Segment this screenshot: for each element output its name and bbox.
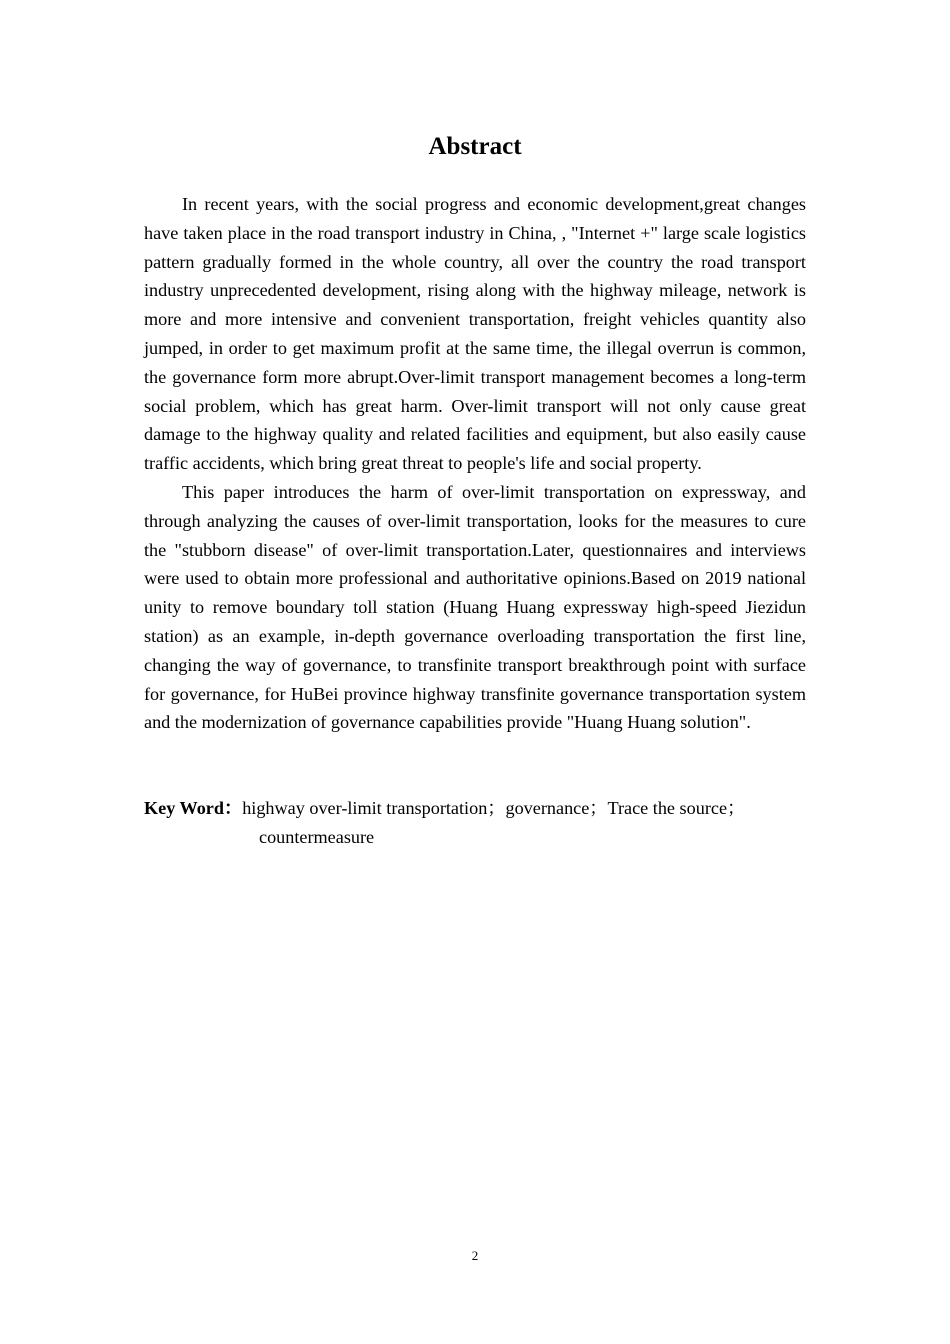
keywords-label: Key Word： [144, 798, 243, 818]
keywords-list-line-1: highway over-limit transportation；governance；Trace the source； [242, 798, 746, 818]
abstract-body [144, 190, 806, 737]
abstract-title: Abstract [428, 133, 522, 160]
page-number: 2 [471, 1248, 479, 1263]
abstract-paragraph-1: In recent years, with the social progress and economic development,great changes have taken place in the road transport industry in China, , "Internet +" large scale logistics pattern gradually formed in the whole country, all over the country the road transport industry unprecedented development, rising along with the highway mileage, network is more and more intensive and convenient transportation, freight vehicles quantity also jumped, in order to get maximum profit at the same time, the illegal overrun is common, the governance form more abrupt.Over-limit transport management becomes a long-term social problem, which has great harm. Over-limit transport will not only cause great damage to the highway quality and related facilities and equipment, but also easily cause traffic accidents, which bring great threat to people's life and social property. [144, 194, 806, 474]
keywords-list-line-2: countermeasure [259, 826, 375, 847]
keywords-line-1 [144, 794, 806, 823]
abstract-paragraph-2: This paper introduces the harm of over-limit transportation on expressway, and through analyzing the causes of over-limit transportation, looks for the measures to cure the "stubborn disease" of over-limit transportation.Later, questionnaires and interviews were used to obtain more professional and authoritative opinions.Based on 2019 national unity to remove boundary toll station (Huang Huang expressway high-speed Jiezidun station) as an example, in-depth governance overloading transportation the first line, changing the way of governance, to transfinite transport breakthrough point with surface for governance, for HuBei province highway transfinite governance transportation system and the modernization of governance capabilities provide "Huang Huang solution". [144, 481, 806, 733]
keywords-block [144, 794, 806, 852]
